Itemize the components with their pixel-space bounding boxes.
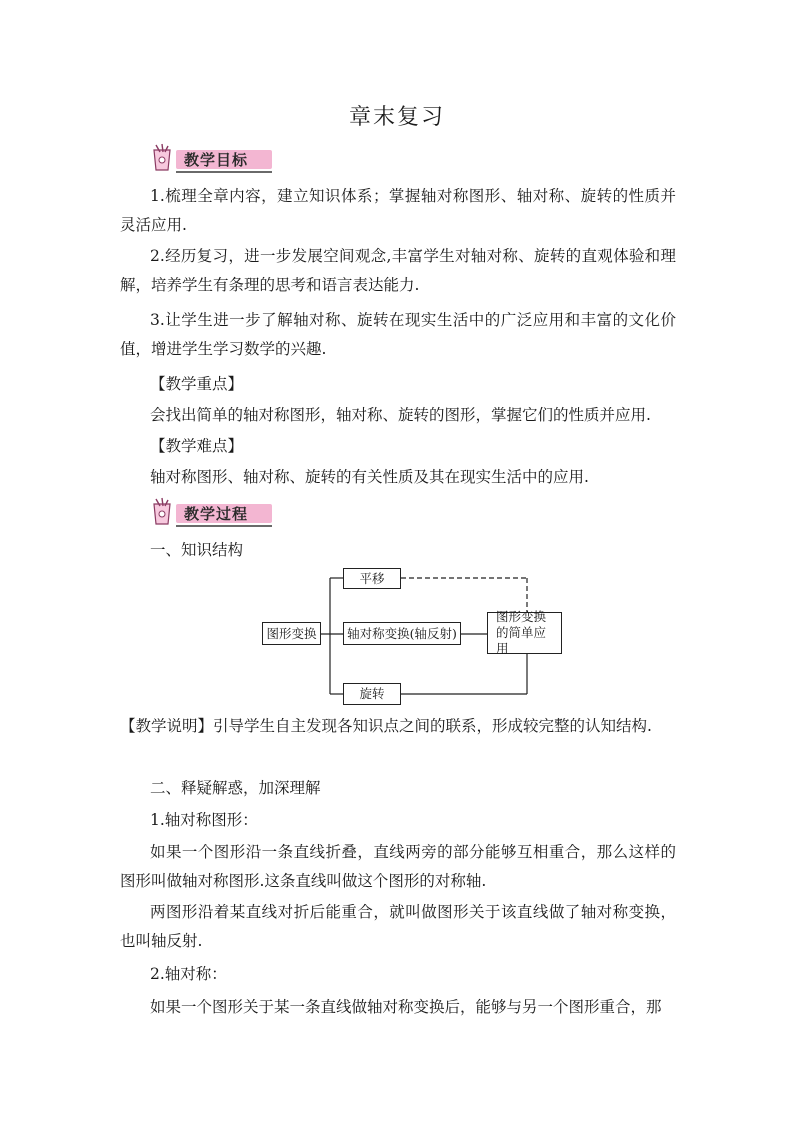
application-box: 图形变换的简单应用: [487, 612, 562, 654]
goal-3: 3.让学生进一步了解轴对称、旋转在现实生活中的广泛应用和丰富的文化价值，增进学生学习数学的兴趣.: [120, 311, 676, 358]
item1-text2: 两图形沿着某直线对折后能重合，就叫做图形关于该直线做了轴对称变换，也叫轴反射.: [120, 903, 676, 950]
clarify-heading: 二、释疑解惑，加深理解: [150, 779, 321, 797]
teaching-process-label: 教学过程: [184, 505, 249, 523]
item1-heading: 1.轴对称图形：: [150, 811, 258, 829]
page-title: 章末复习: [348, 105, 445, 130]
item2-text: 如果一个图形关于某一条直线做轴对称变换后，能够与另一个图形重合，那: [150, 998, 662, 1016]
reflection-box: 轴对称变换(轴反射): [343, 622, 461, 645]
item1-text1: 如果一个图形沿一条直线折叠，直线两旁的部分能够互相重合，那么这样的图形叫做轴对称图形.这条直线叫做这个图形的对称轴.: [120, 843, 676, 890]
key-heading: 【教学重点】: [150, 375, 244, 393]
item2-heading: 2.轴对称：: [150, 965, 227, 983]
teaching-note: 【教学说明】引导学生自主发现各知识点之间的联系，形成较完整的认知结构.: [120, 717, 652, 735]
teaching-goals-label: 教学目标: [184, 151, 249, 169]
knowledge-structure-heading: 一、知识结构: [150, 541, 244, 559]
goal-1: 1.梳理全章内容，建立知识体系；掌握轴对称图形、轴对称、旋转的性质并灵活应用.: [120, 187, 676, 234]
key-text: 会找出简单的轴对称图形，轴对称、旋转的图形，掌握它们的性质并应用.: [150, 406, 651, 424]
difficulty-text: 轴对称图形、轴对称、旋转的有关性质及其在现实生活中的应用.: [150, 468, 589, 486]
translation-box: 平移: [343, 568, 401, 589]
rotation-box: 旋转: [343, 683, 401, 705]
transform-root-box: 图形变换: [262, 622, 321, 645]
goal-2: 2.经历复习，进一步发展空间观念,丰富学生对轴对称、旋转的直观体验和理解，培养学生有条理的思考和语言表达能力.: [120, 247, 676, 294]
difficulty-heading: 【教学难点】: [150, 437, 244, 455]
